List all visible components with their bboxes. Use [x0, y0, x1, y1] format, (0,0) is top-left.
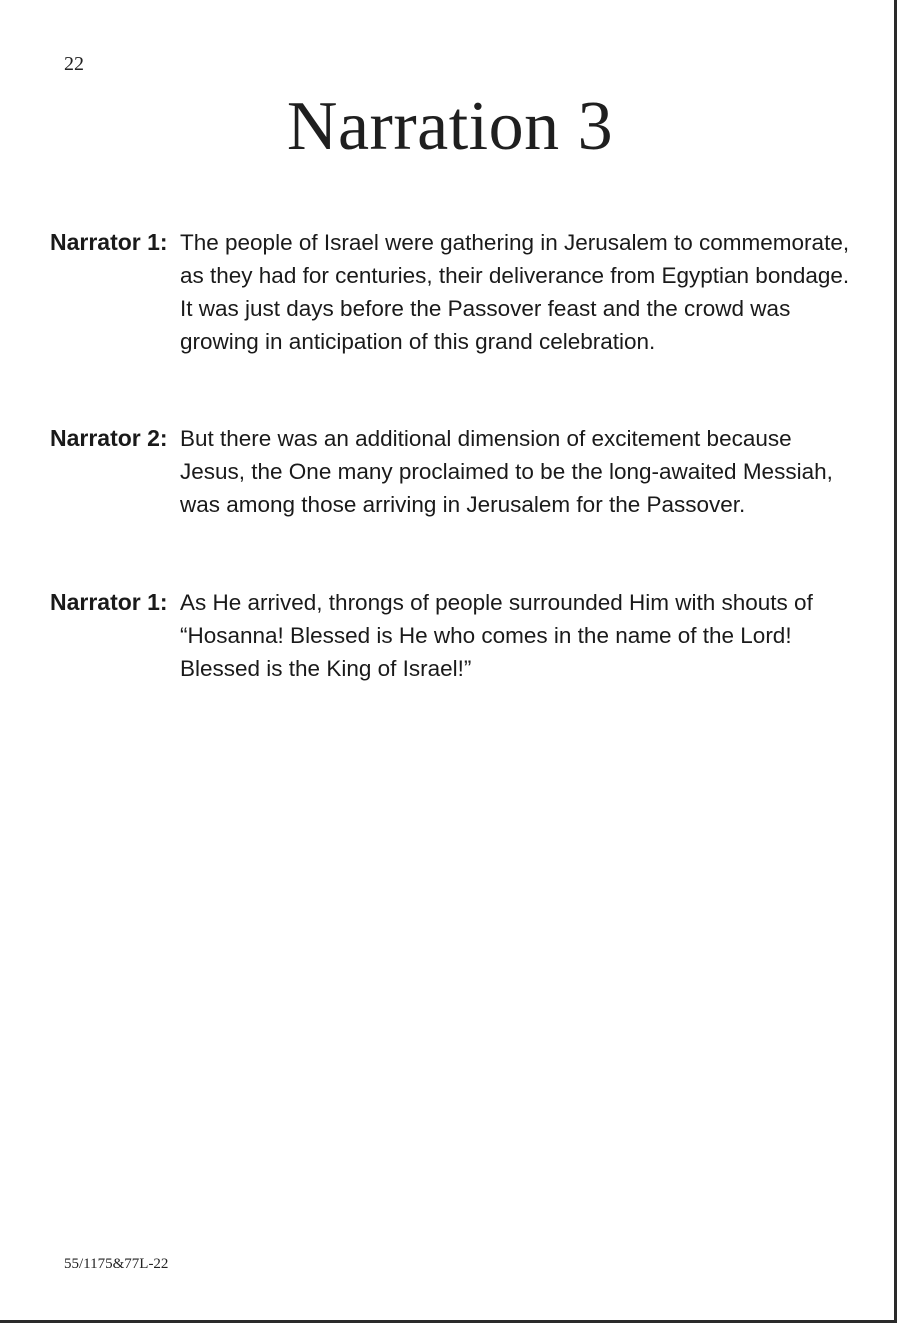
- narration-text: The people of Israel were gathering in Jerusalem to commemorate, as they had for centuries, their deliverance from Egyptian bondage. It was just days before the Passover feast and the crowd was growing in anticipation of this grand celebration.: [180, 230, 850, 354]
- speaker-label: Narrator 1:: [50, 589, 168, 615]
- page-number: 22: [64, 53, 84, 75]
- speaker-label: Narrator 2:: [50, 425, 168, 451]
- narration-text: But there was an additional dimension of excitement because Jesus, the One many proclaimed to be the long-awaited Messiah, was among those arriving in Jerusalem for the Passover.: [180, 426, 833, 517]
- speaker-label: Narrator 1:: [50, 229, 168, 255]
- narration-text: As He arrived, throngs of people surrounded Him with shouts of “Hosanna! Blessed is He who comes in the name of the Lord! Blessed is the King of Israel!”: [180, 590, 813, 681]
- footer-code: 55/1175&77L-22: [64, 1256, 169, 1272]
- page-title: Narration 3: [286, 88, 614, 165]
